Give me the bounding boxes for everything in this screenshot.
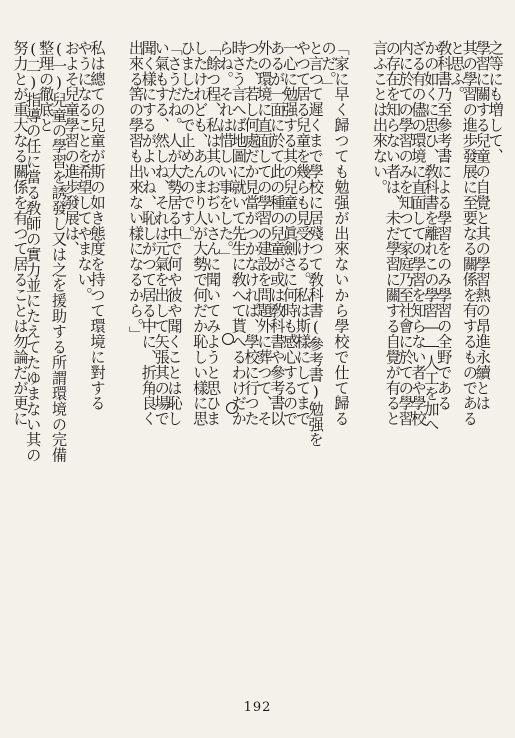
text-column: の存在を知らない者は、未だ學習に關する自覺が有ると	[383, 40, 402, 427]
text-column: およそ兒童學習の進歩發展は、	[62, 40, 81, 257]
text-column: 「さうだね。人が大勢居る中で何や彼や聞くことは恥し	[165, 40, 184, 427]
text-column: (一)兒童の學習を誘發し又は之を援助する所謂環境の完備	[49, 40, 68, 463]
text-column: 「餘つ程、私は其のおぢいさんに聞いてみようと思ひま	[204, 40, 223, 427]
text-column: 整理の徹底と	[37, 40, 56, 133]
text-column: したけれども、あんまり人が大勢で何だか恥しい樣に思	[191, 40, 210, 427]
text-column: と言つて遲くまで學校に居殘つて敎科書(參考書)勉强を	[306, 40, 325, 448]
text-column: 言ふことは出來ない。	[371, 40, 389, 195]
text-column: らね。それは惜しい事をした。」	[216, 40, 235, 265]
text-column: 時さう言へば地圖に就いて先生に敎へて貰へるわけだか	[229, 40, 248, 427]
text-column: 「家に早く歸つても勉强が出來ないから學校で仕て歸る	[332, 40, 351, 427]
section-circle-mark	[226, 402, 238, 414]
text-column: 内に於ての學習のみを知つて家庭乃至社會に於ての學習	[396, 40, 415, 427]
text-column: い氣もする、然しね、それは元氣を出して矢張其の場で	[152, 40, 171, 427]
text-column: 之等にも増して、	[486, 40, 505, 164]
vertical-text-block	[11, 40, 505, 680]
text-column: ひましたので止めたのです。」	[178, 40, 197, 249]
section-circle-mark	[222, 333, 234, 345]
text-column: 外の環境に直面しての學習の建設を問題外に葬つて、そ	[255, 40, 274, 427]
text-column: のだ。」	[319, 40, 338, 95]
text-column: 努力とが重大なる關係を有つて居ることは勿論だが更に	[11, 40, 30, 427]
text-column: つた、若し何處だか見當がつかなければ、學校に行つた	[242, 40, 261, 427]
text-column: かの如くに思ひ、敎科書を離れこの學習――人工を加へ	[422, 40, 441, 432]
text-column: (二)指導の任に當る敎師の實力並にたえてたゆまない其の	[24, 40, 43, 463]
text-column: と思ふ。	[448, 40, 467, 102]
text-column: あるが一面に於て此の種の兒童が或は敎科書や參考書以	[268, 40, 287, 427]
text-column: 私は總ての兒童が斯の如き態度を持つて環境に對する	[88, 40, 107, 411]
text-column: 學習に關する兒童の自覺と其の學習熱の昂進永續とは	[473, 40, 492, 411]
text-column: やうになることを希望してやまない。	[75, 40, 94, 303]
text-column: 聞く樣にするがよいね、恥しがつて居る中に、折角良く	[139, 40, 158, 427]
text-column: 一心に勉强する其の兒童の眞劍さに何時も感心するので	[281, 40, 300, 427]
text-column: 出來る筈の學習も出來ない樣になるから。」	[127, 40, 145, 342]
text-column: やつて居る兒童を幾らも見受ける。私は斯樣にしてまで	[293, 40, 312, 427]
text-column: 其の學習の進歩發展に至要なる關係を有するものである	[460, 40, 479, 427]
text-column: 敎科書乃至參考書による學習をのみ學習の全野である	[435, 40, 454, 411]
page-number: 192	[243, 700, 272, 715]
text-column: ざる有の儘の環境に直面しての學習を知らない者や學校	[409, 40, 428, 427]
